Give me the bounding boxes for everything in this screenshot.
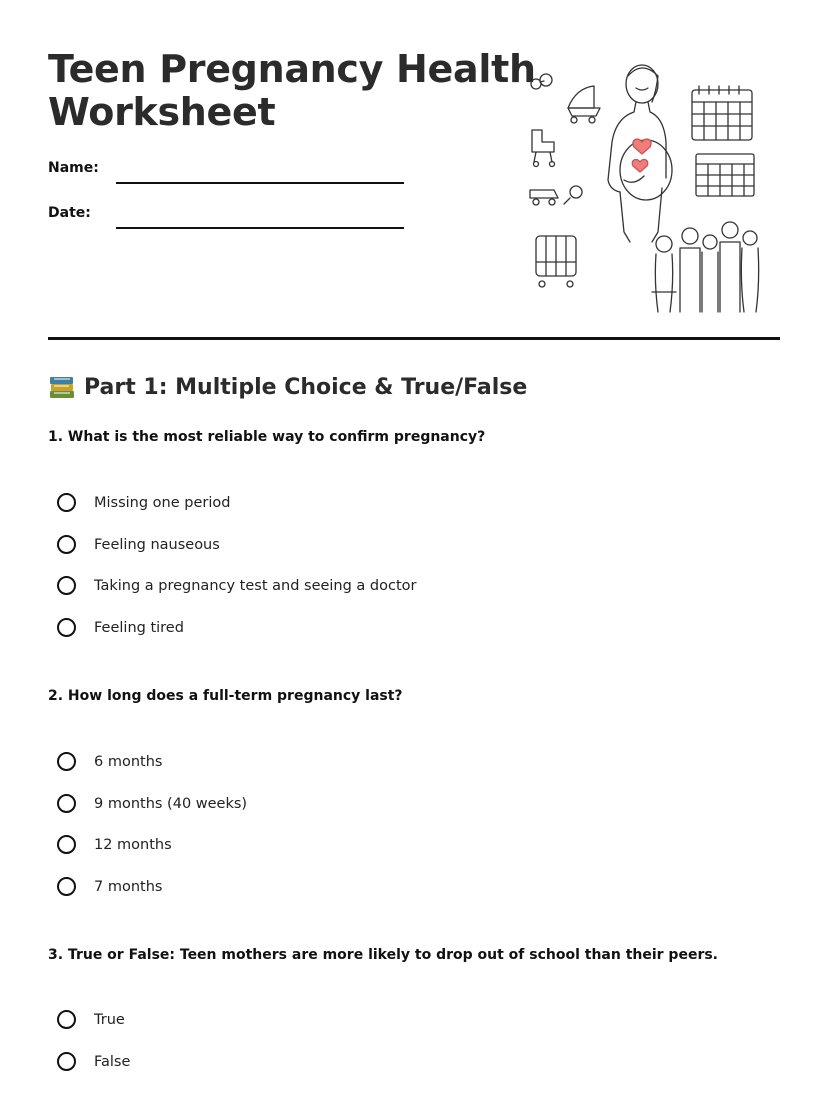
- toy-car-icon: [530, 186, 582, 205]
- calendar-icon: [692, 86, 754, 196]
- option-label: Missing one period: [94, 494, 231, 511]
- radio-button[interactable]: [57, 752, 76, 771]
- q2-option-3[interactable]: [57, 835, 172, 854]
- stroller-icon: [568, 86, 600, 123]
- title-line-2: Worksheet: [48, 90, 276, 134]
- date-field: [48, 205, 408, 229]
- q2-option-1[interactable]: [57, 752, 162, 771]
- radio-button[interactable]: [57, 835, 76, 854]
- people-group-icon: [652, 222, 759, 312]
- high-chair-icon: [532, 130, 555, 167]
- q1-option-4[interactable]: [57, 618, 184, 637]
- radio-button[interactable]: [57, 1052, 76, 1071]
- option-label: False: [94, 1053, 131, 1070]
- radio-button[interactable]: [57, 576, 76, 595]
- name-field: [48, 160, 408, 184]
- option-label: Taking a pregnancy test and seeing a doctor: [94, 577, 417, 594]
- q2-option-4[interactable]: [57, 877, 162, 896]
- worksheet-title: [48, 48, 536, 134]
- option-label: Feeling nauseous: [94, 536, 220, 553]
- q3-option-1[interactable]: [57, 1010, 125, 1029]
- radio-button[interactable]: [57, 794, 76, 813]
- crib-icon: [536, 236, 576, 287]
- q1-option-2[interactable]: [57, 535, 220, 554]
- header-divider: [48, 337, 780, 340]
- name-input[interactable]: [116, 160, 408, 182]
- question-2: 2. How long does a full-term pregnancy last?: [48, 688, 403, 704]
- date-input[interactable]: [116, 205, 408, 227]
- option-label: 6 months: [94, 753, 163, 770]
- option-label: 9 months (40 weeks): [94, 795, 248, 812]
- option-label: 12 months: [94, 836, 172, 853]
- option-label: True: [94, 1011, 125, 1028]
- pregnancy-illustration: [524, 62, 768, 318]
- radio-button[interactable]: [57, 618, 76, 637]
- q3-option-2[interactable]: [57, 1052, 130, 1071]
- option-label: Feeling tired: [94, 619, 184, 636]
- question-3: 3. True or False: Teen mothers are more likely to drop out of school than their peers.: [48, 947, 719, 963]
- pregnant-woman-icon: [608, 65, 672, 242]
- date-label: Date:: [48, 205, 91, 221]
- radio-button[interactable]: [57, 877, 76, 896]
- radio-button[interactable]: [57, 535, 76, 554]
- name-label: Name:: [48, 160, 99, 176]
- option-label: 7 months: [94, 878, 163, 895]
- radio-button[interactable]: [57, 1010, 76, 1029]
- q1-option-1[interactable]: [57, 493, 230, 512]
- radio-button[interactable]: [57, 493, 76, 512]
- question-1: 1. What is the most reliable way to confirm pregnancy?: [48, 429, 486, 445]
- q1-option-3[interactable]: [57, 576, 417, 595]
- pacifier-icon: [531, 74, 552, 89]
- books-icon: [48, 374, 76, 400]
- q2-option-2[interactable]: [57, 794, 247, 813]
- title-line-1: Teen Pregnancy Health: [48, 47, 536, 91]
- section-heading: [48, 374, 527, 400]
- section-title: Part 1: Multiple Choice & True/False: [84, 374, 528, 400]
